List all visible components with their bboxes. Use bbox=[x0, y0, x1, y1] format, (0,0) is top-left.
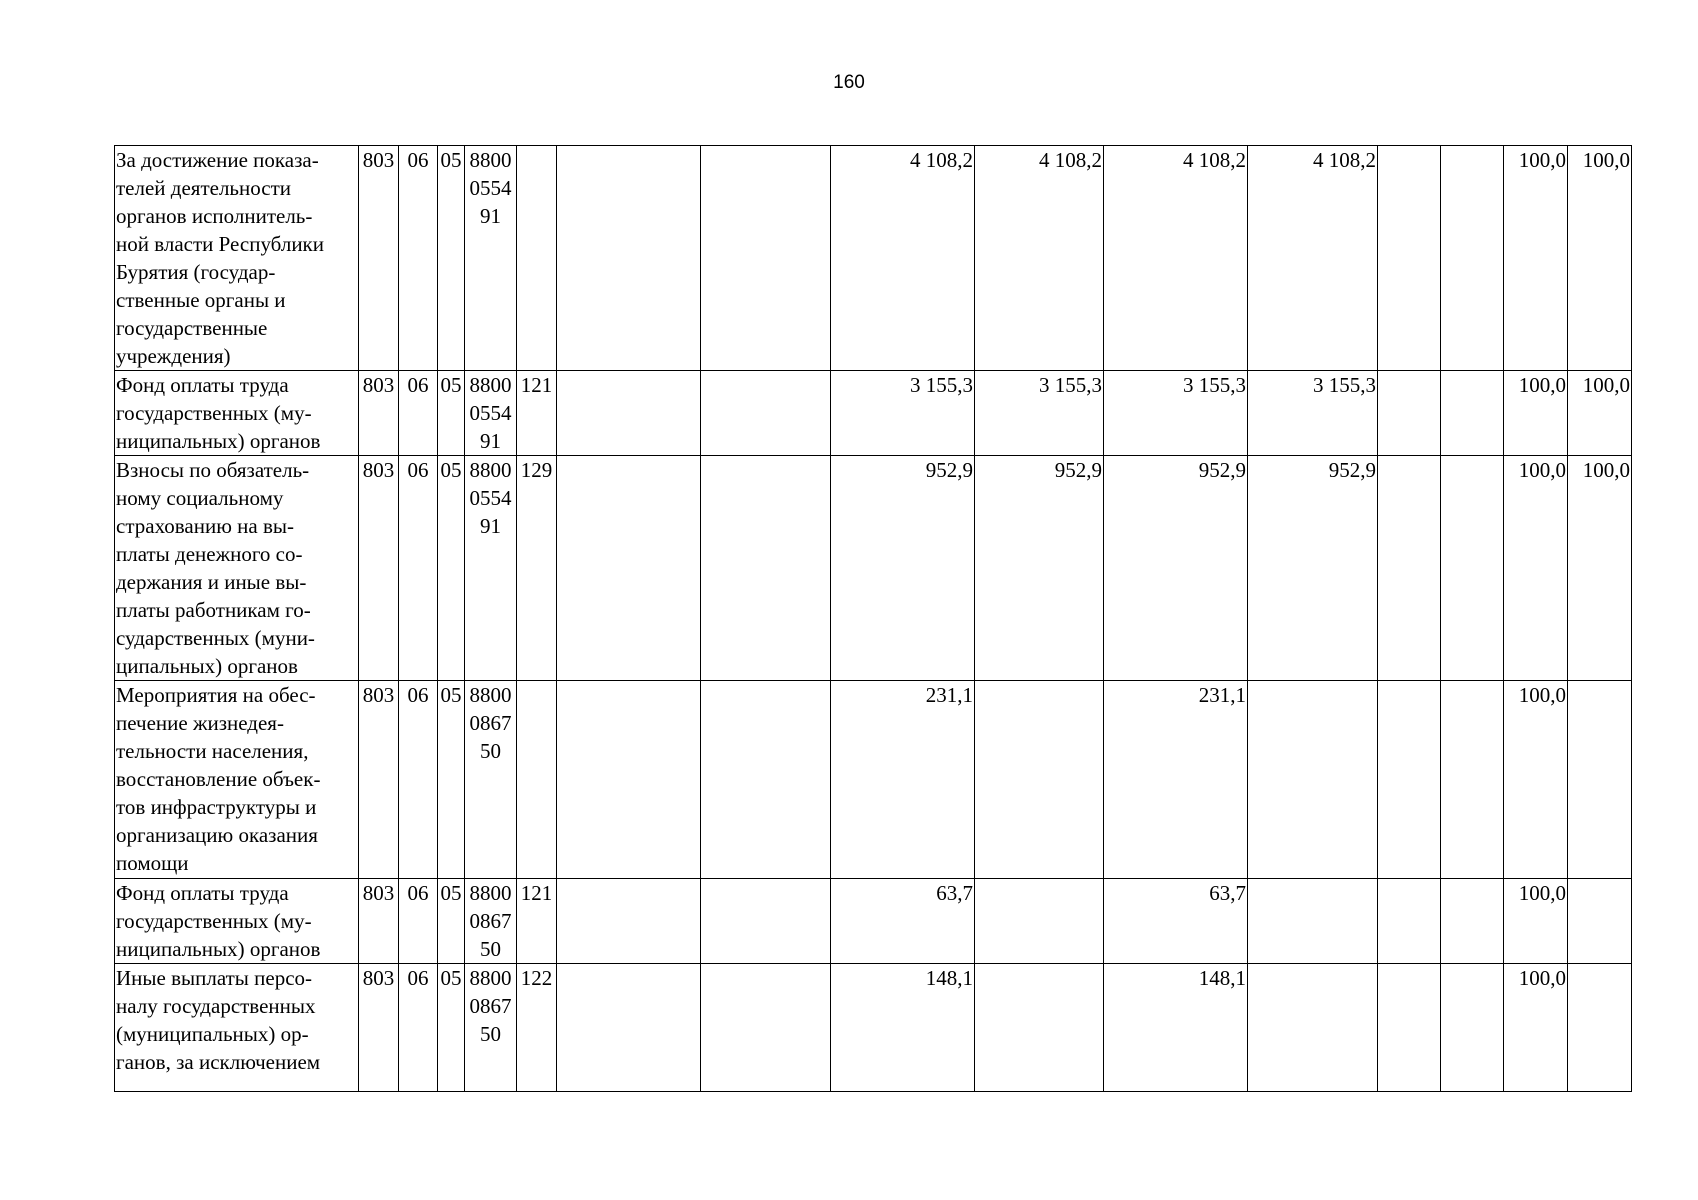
table-row bbox=[115, 681, 1632, 879]
cell-line: государственные bbox=[116, 316, 268, 340]
empty-cell bbox=[1441, 456, 1504, 681]
cell-line: телей деятельности bbox=[116, 176, 292, 200]
table-row bbox=[115, 371, 1632, 456]
empty-cell bbox=[1441, 681, 1504, 879]
expense-type-cell: 121 bbox=[517, 879, 557, 964]
cell-line: 91 bbox=[480, 429, 501, 453]
cell-line: ниципальных) органов bbox=[116, 937, 321, 961]
cell-line: 8800 bbox=[469, 966, 512, 990]
subsection-code-cell: 05 bbox=[438, 681, 465, 879]
cell-line: Иные выплаты персо- bbox=[116, 966, 313, 990]
cell-line: Бурятия (государ- bbox=[116, 260, 276, 284]
target-code-cell bbox=[465, 371, 517, 456]
expense-type-cell: 129 bbox=[517, 456, 557, 681]
amount-cell bbox=[1248, 879, 1378, 964]
cell-line: За достижение показа- bbox=[116, 148, 319, 172]
amount-cell: 3 155,3 bbox=[1248, 371, 1378, 456]
section-code-cell: 06 bbox=[399, 146, 438, 371]
cell-line: органов исполнитель- bbox=[116, 204, 313, 228]
empty-cell bbox=[701, 964, 831, 1092]
amount-cell: 3 155,3 bbox=[831, 371, 975, 456]
cell-line: тельности населения, bbox=[116, 739, 309, 763]
section-code-cell: 06 bbox=[399, 681, 438, 879]
section-code-cell: 06 bbox=[399, 456, 438, 681]
table-row bbox=[115, 879, 1632, 964]
amount-cell: 4 108,2 bbox=[1104, 146, 1248, 371]
row-name-cell bbox=[115, 879, 359, 964]
percent-cell: 100,0 bbox=[1568, 371, 1632, 456]
cell-line: 91 bbox=[480, 514, 501, 538]
ministry-code-cell: 803 bbox=[359, 879, 399, 964]
empty-cell bbox=[701, 146, 831, 371]
empty-cell bbox=[701, 681, 831, 879]
cell-line: 0867 bbox=[469, 994, 512, 1018]
subsection-code-cell: 05 bbox=[438, 146, 465, 371]
table-body bbox=[115, 146, 1632, 1092]
section-code-cell: 06 bbox=[399, 371, 438, 456]
cell-line: платы денежного со- bbox=[116, 542, 303, 566]
cell-line: держания и иные вы- bbox=[116, 570, 307, 594]
percent-cell: 100,0 bbox=[1504, 371, 1568, 456]
cell-line: тов инфраструктуры и bbox=[116, 795, 317, 819]
empty-cell bbox=[1378, 456, 1441, 681]
cell-line: сударственных (муни- bbox=[116, 626, 315, 650]
section-code-cell: 06 bbox=[399, 879, 438, 964]
row-name-cell bbox=[115, 371, 359, 456]
amount-cell: 231,1 bbox=[1104, 681, 1248, 879]
percent-cell bbox=[1568, 681, 1632, 879]
subsection-code-cell: 05 bbox=[438, 371, 465, 456]
empty-cell bbox=[557, 456, 701, 681]
empty-cell bbox=[557, 964, 701, 1092]
section-code-cell: 06 bbox=[399, 964, 438, 1092]
cell-line: ниципальных) органов bbox=[116, 429, 321, 453]
page-number: 160 bbox=[833, 72, 865, 93]
cell-line: 50 bbox=[480, 937, 501, 961]
ministry-code-cell: 803 bbox=[359, 681, 399, 879]
cell-line: ципальных) органов bbox=[116, 654, 298, 678]
ministry-code-cell: 803 bbox=[359, 964, 399, 1092]
subsection-code-cell: 05 bbox=[438, 456, 465, 681]
table-row bbox=[115, 964, 1632, 1092]
amount-cell bbox=[975, 879, 1104, 964]
cell-line: государственных (му- bbox=[116, 401, 312, 425]
empty-cell bbox=[1378, 681, 1441, 879]
amount-cell: 231,1 bbox=[831, 681, 975, 879]
cell-line: страхованию на вы- bbox=[116, 514, 294, 538]
expense-type-cell: 121 bbox=[517, 371, 557, 456]
cell-line: восстановление объек- bbox=[116, 767, 321, 791]
cell-line: печение жизнедея- bbox=[116, 711, 284, 735]
amount-cell: 952,9 bbox=[1104, 456, 1248, 681]
cell-line: помощи bbox=[116, 851, 189, 875]
target-code-cell bbox=[465, 879, 517, 964]
amount-cell: 3 155,3 bbox=[975, 371, 1104, 456]
cell-line: 91 bbox=[480, 204, 501, 228]
cell-line: 50 bbox=[480, 1022, 501, 1046]
budget-table bbox=[114, 145, 1632, 1092]
empty-cell bbox=[1441, 371, 1504, 456]
cell-line: ственные органы и bbox=[116, 288, 286, 312]
row-name-cell bbox=[115, 146, 359, 371]
amount-cell: 3 155,3 bbox=[1104, 371, 1248, 456]
cell-line: (муниципальных) ор- bbox=[116, 1022, 309, 1046]
amount-cell: 63,7 bbox=[1104, 879, 1248, 964]
row-name-cell bbox=[115, 681, 359, 879]
cell-line: государственных (му- bbox=[116, 909, 312, 933]
percent-cell bbox=[1568, 964, 1632, 1092]
empty-cell bbox=[1378, 146, 1441, 371]
empty-cell bbox=[1378, 371, 1441, 456]
cell-line: 8800 bbox=[469, 683, 512, 707]
cell-line: ному социальному bbox=[116, 486, 284, 510]
table-row bbox=[115, 456, 1632, 681]
target-code-cell bbox=[465, 964, 517, 1092]
cell-line: 0554 bbox=[469, 401, 512, 425]
amount-cell: 4 108,2 bbox=[1248, 146, 1378, 371]
cell-line: 0867 bbox=[469, 711, 512, 735]
ministry-code-cell: 803 bbox=[359, 371, 399, 456]
ministry-code-cell: 803 bbox=[359, 456, 399, 681]
cell-line: 8800 bbox=[469, 458, 512, 482]
empty-cell bbox=[557, 371, 701, 456]
target-code-cell bbox=[465, 681, 517, 879]
empty-cell bbox=[1378, 879, 1441, 964]
cell-line: организацию оказания bbox=[116, 823, 318, 847]
percent-cell: 100,0 bbox=[1504, 146, 1568, 371]
empty-cell bbox=[1441, 964, 1504, 1092]
cell-line: 0554 bbox=[469, 176, 512, 200]
cell-line: 0554 bbox=[469, 486, 512, 510]
cell-line: 0867 bbox=[469, 909, 512, 933]
amount-cell: 148,1 bbox=[831, 964, 975, 1092]
amount-cell: 952,9 bbox=[831, 456, 975, 681]
row-name-cell bbox=[115, 456, 359, 681]
cell-line: Взносы по обязатель- bbox=[116, 458, 310, 482]
empty-cell bbox=[1441, 146, 1504, 371]
cell-line: ной власти Республики bbox=[116, 232, 325, 256]
cell-line: ганов, за исключением bbox=[116, 1050, 321, 1074]
empty-cell bbox=[1441, 879, 1504, 964]
percent-cell: 100,0 bbox=[1568, 456, 1632, 681]
amount-cell: 952,9 bbox=[975, 456, 1104, 681]
table-row bbox=[115, 146, 1632, 371]
empty-cell bbox=[557, 146, 701, 371]
expense-type-cell bbox=[517, 146, 557, 371]
subsection-code-cell: 05 bbox=[438, 964, 465, 1092]
cell-line: Мероприятия на обес- bbox=[116, 683, 316, 707]
amount-cell bbox=[975, 964, 1104, 1092]
percent-cell bbox=[1568, 879, 1632, 964]
cell-line: 8800 bbox=[469, 881, 512, 905]
expense-type-cell: 122 bbox=[517, 964, 557, 1092]
cell-line: Фонд оплаты труда bbox=[116, 881, 289, 905]
cell-line: 8800 bbox=[469, 148, 512, 172]
amount-cell bbox=[1248, 964, 1378, 1092]
empty-cell bbox=[557, 681, 701, 879]
cell-line: платы работникам го- bbox=[116, 598, 311, 622]
amount-cell: 63,7 bbox=[831, 879, 975, 964]
percent-cell: 100,0 bbox=[1504, 879, 1568, 964]
subsection-code-cell: 05 bbox=[438, 879, 465, 964]
cell-line: 50 bbox=[480, 739, 501, 763]
cell-line: налу государственных bbox=[116, 994, 316, 1018]
cell-line: учреждения) bbox=[116, 344, 231, 368]
cell-line: Фонд оплаты труда bbox=[116, 373, 289, 397]
empty-cell bbox=[1378, 964, 1441, 1092]
target-code-cell bbox=[465, 146, 517, 371]
percent-cell: 100,0 bbox=[1504, 964, 1568, 1092]
amount-cell: 148,1 bbox=[1104, 964, 1248, 1092]
empty-cell bbox=[701, 371, 831, 456]
amount-cell bbox=[975, 681, 1104, 879]
target-code-cell bbox=[465, 456, 517, 681]
amount-cell: 952,9 bbox=[1248, 456, 1378, 681]
percent-cell: 100,0 bbox=[1504, 681, 1568, 879]
amount-cell: 4 108,2 bbox=[831, 146, 975, 371]
percent-cell: 100,0 bbox=[1504, 456, 1568, 681]
amount-cell bbox=[1248, 681, 1378, 879]
ministry-code-cell: 803 bbox=[359, 146, 399, 371]
row-name-cell bbox=[115, 964, 359, 1092]
percent-cell: 100,0 bbox=[1568, 146, 1632, 371]
cell-line: 8800 bbox=[469, 373, 512, 397]
amount-cell: 4 108,2 bbox=[975, 146, 1104, 371]
empty-cell bbox=[701, 879, 831, 964]
empty-cell bbox=[557, 879, 701, 964]
expense-type-cell bbox=[517, 681, 557, 879]
empty-cell bbox=[701, 456, 831, 681]
